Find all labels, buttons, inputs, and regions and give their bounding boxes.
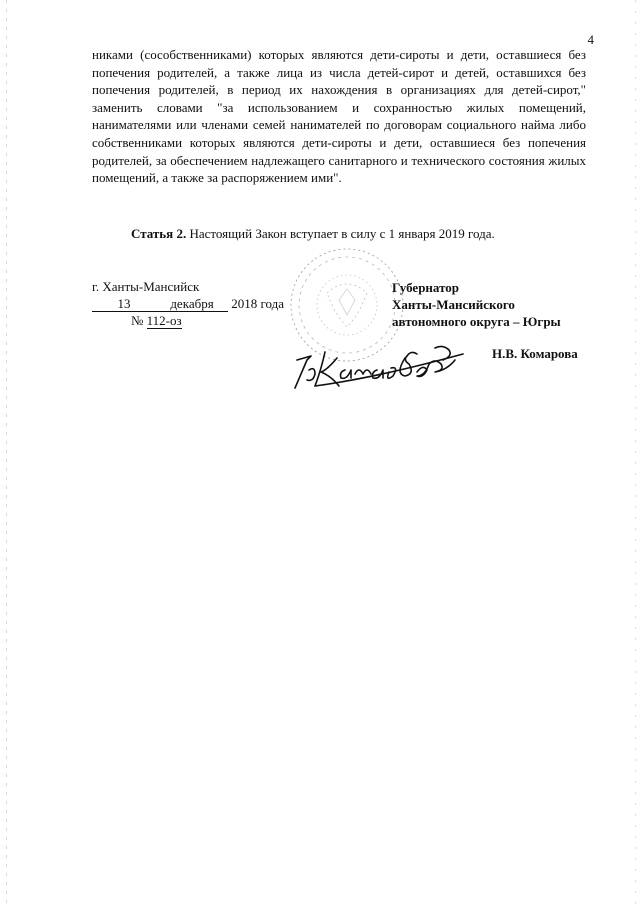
article-2 xyxy=(131,226,495,242)
scan-edge-right xyxy=(635,0,636,905)
governor-region-line: Ханты-Мансийского xyxy=(392,297,515,312)
law-number xyxy=(131,313,182,329)
governor-okrug-line: автономного округа – Югры xyxy=(392,314,561,329)
page-number: 4 xyxy=(587,32,594,47)
body-paragraph: никами (сособственниками) которых являются дети-сироты и дети, оставшиеся без попечения родителей, а также лица из числа детей-сирот и детей, оставшихся без попечения родителей, в период их нахождения в организациях для детей-сирот," заменить словами "за использованием и сохранностью жилых помещений, нанимателями или членами семей нанимателей по договорам социального найма либо собственниками которых являются дети-сироты и дети, оставшиеся без попечения родителей, за обеспечением надлежащего санитарного и технического состояния жилых помещений, а также за распоряжением ими". xyxy=(92,47,586,186)
governor-name: Н.В. Комарова xyxy=(492,346,578,361)
signing-day: 13 xyxy=(110,297,138,312)
article-heading: Статья 2. xyxy=(131,226,187,241)
handwritten-signature xyxy=(285,330,485,398)
governor-block xyxy=(392,279,561,330)
date-underline-gap xyxy=(138,297,156,312)
date-underline-lead xyxy=(92,297,110,312)
law-number-prefix: № xyxy=(131,313,144,328)
signing-place: г. Ханты-Мансийск xyxy=(92,279,200,294)
law-number-value: 112-оз xyxy=(146,313,182,328)
signing-month: декабря xyxy=(156,297,228,312)
governor-title: Губернатор xyxy=(392,280,460,295)
signing-date xyxy=(92,296,284,312)
scan-edge-left xyxy=(6,0,7,905)
signing-year: 2018 года xyxy=(231,296,285,311)
article-text: Настоящий Закон вступает в силу с 1 января 2019 года. xyxy=(189,226,495,241)
